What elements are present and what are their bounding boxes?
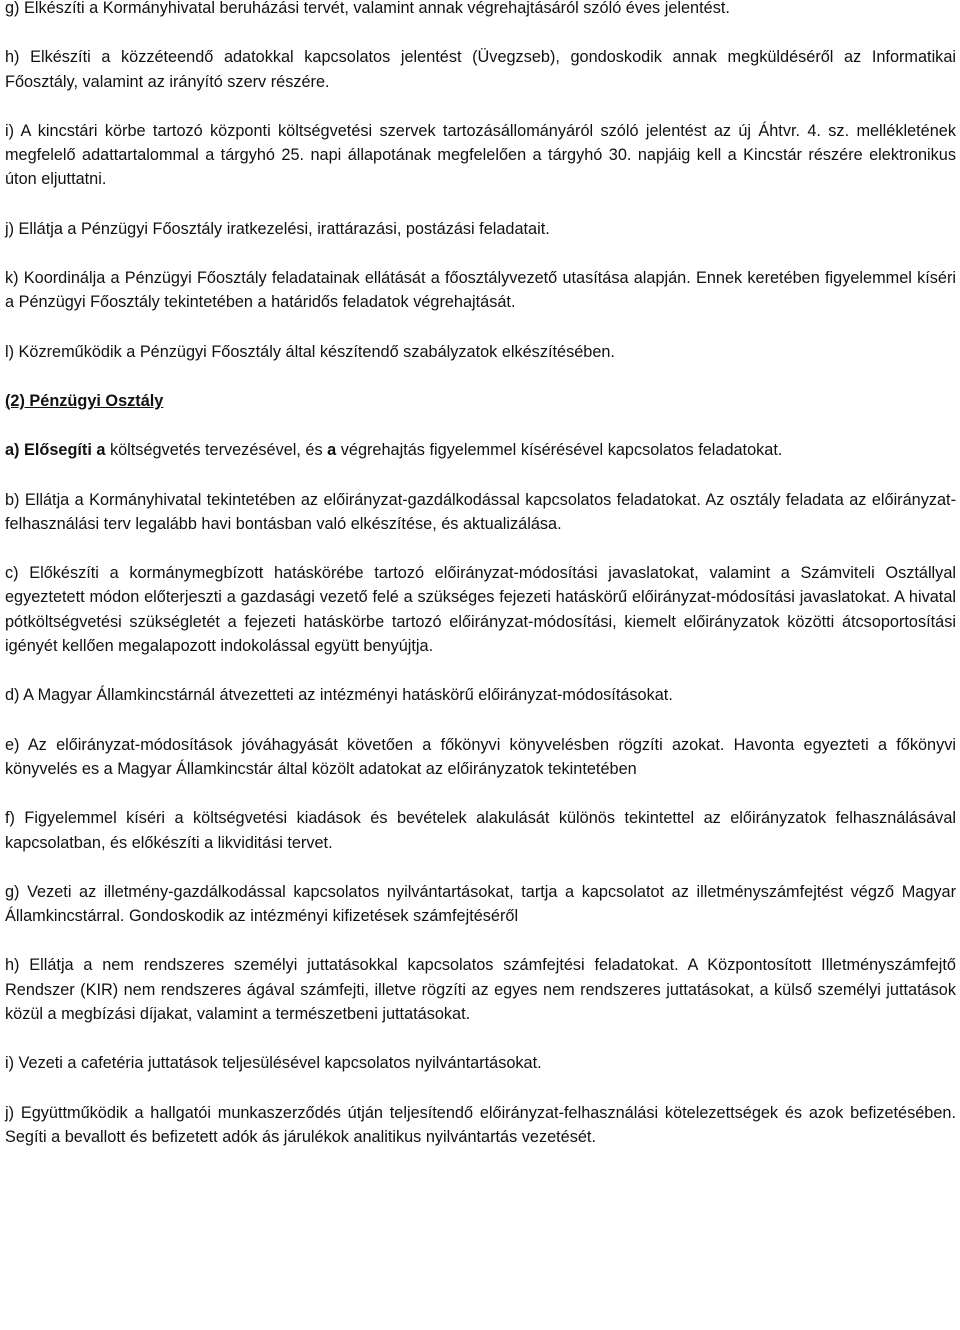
document-page xyxy=(5,0,956,1149)
paragraph-e2: e) Az előirányzat-módosítások jóváhagyását követően a főkönyvi könyvelésben rögzíti azokat. Havonta egyezteti a főkönyvi könyvelés es a Magyar Államkincstár által közölt adatokat az előirányzatok tekintetében xyxy=(5,735,956,778)
paragraph-h1: h) Elkészíti a közzéteendő adatokkal kapcsolatos jelentést (Üvegzseb), gondoskodik annak megküldéséről az Informatikai Főosztály, valamint az irányító szerv részére. xyxy=(5,48,956,91)
paragraph-g2: g) Vezeti az illetmény-gazdálkodással kapcsolatos nyilvántartásokat, tartja a kapcsolatot az illetményszámfejtést végző Magyar Államkincstárral. Gondoskodik az intézményi kifizetések számfejtéséről xyxy=(5,882,956,926)
paragraph-c2: c) Előkészíti a kormánymegbízott hatáskörébe tartozó előirányzat-módosítási javaslatokat, valamint a Számviteli Osztállyal egyeztetett módon előterjeszti a gazdasági vezető felé a szükséges fejezeti hatáskörű előirányzat-módosítási javaslatokat. A hivatal pótköltségvetési szükségletét a fejezeti hatáskörbe tartozó előirányzat-módosítási, kiemelt előirányzatok közötti átcsoportosítási igényét kellően megalapozott indokolással együtt benyújtja. xyxy=(5,564,956,656)
paragraph-b2: b) Ellátja a Kormányhivatal tekintetében az előirányzat-gazdálkodással kapcsolatos feladatokat. Az osztály feladata az előirányzat-felhasználási terv legalább havi bontásban való elkészítése, és aktualizálása. xyxy=(5,490,956,533)
paragraph-j2: j) Együttműködik a hallgatói munkaszerződés útján teljesítendő előirányzat-felhasználási kötelezettségek és azok befizetésében. Segíti a bevallott és befizetett adók ás járulékok analitikus nyilvántartás vezetését. xyxy=(5,1103,956,1146)
paragraph-a2-end: végrehajtás figyelemmel kísérésével kapcsolatos feladatokat. xyxy=(336,441,783,460)
paragraph-g1: g) Elkészíti a Kormányhivatal beruházási tervét, valamint annak végrehajtásáról szóló éves jelentést. xyxy=(5,0,730,17)
paragraph-a2 xyxy=(5,438,956,462)
section-heading: (2) Pénzügyi Osztály xyxy=(5,391,164,410)
paragraph-a2-middle: költségvetés tervezésével, és xyxy=(105,441,328,460)
paragraph-j1: j) Ellátja a Pénzügyi Főosztály iratkezelési, irattárazási, postázási feladatait. xyxy=(5,219,550,238)
paragraph-i2: i) Vezeti a cafetéria juttatások teljesülésével kapcsolatos nyilvántartásokat. xyxy=(5,1054,542,1073)
paragraph-i1: i) A kincstári körbe tartozó központi költségvetési szervek tartozásállományáról szóló jelentést az új Áhtvr. 4. sz. mellékletének megfelelő adattartalommal a tárgyhó 25. napi állapotának megfelelően a tárgyhó 30. napjáig kell a Kincstár részére elektronikus úton eljuttatni. xyxy=(5,121,956,189)
paragraph-l1: l) Közreműködik a Pénzügyi Főosztály által készítendő szabályzatok elkészítésében. xyxy=(5,342,615,361)
paragraph-k1: k) Koordinálja a Pénzügyi Főosztály feladatainak ellátását a főosztályvezető utasítása alapján. Ennek keretében figyelemmel kíséri a Pénzügyi Főosztály tekintetében a határidős feladatok végrehajtását. xyxy=(5,269,956,312)
paragraph-d2: d) A Magyar Államkincstárnál átvezetteti az intézményi hatáskörű előirányzat-módosításokat. xyxy=(5,686,673,705)
paragraph-a2-bold-a: a xyxy=(327,441,337,460)
paragraph-f2: f) Figyelemmel kíséri a költségvetési kiadások és bevételek alakulását különös tekintettel az előirányzatok felhasználásával kapcsolatban, és előkészíti a likviditási tervet. xyxy=(5,809,956,852)
paragraph-h2: h) Ellátja a nem rendszeres személyi juttatásokkal kapcsolatos számfejtési feladatokat. A Központosított Illetményszámfejtő Rendszer (KIR) nem rendszeres ágával számfejti, illetve rögzíti az egyes nem rendszeres juttatásokat, a külső személyi juttatások közül a megbízási díjakat, valamint a természetbeni juttatásokat. xyxy=(5,956,956,1024)
paragraph-a2-bold-start: a) Elősegíti a xyxy=(5,441,106,460)
